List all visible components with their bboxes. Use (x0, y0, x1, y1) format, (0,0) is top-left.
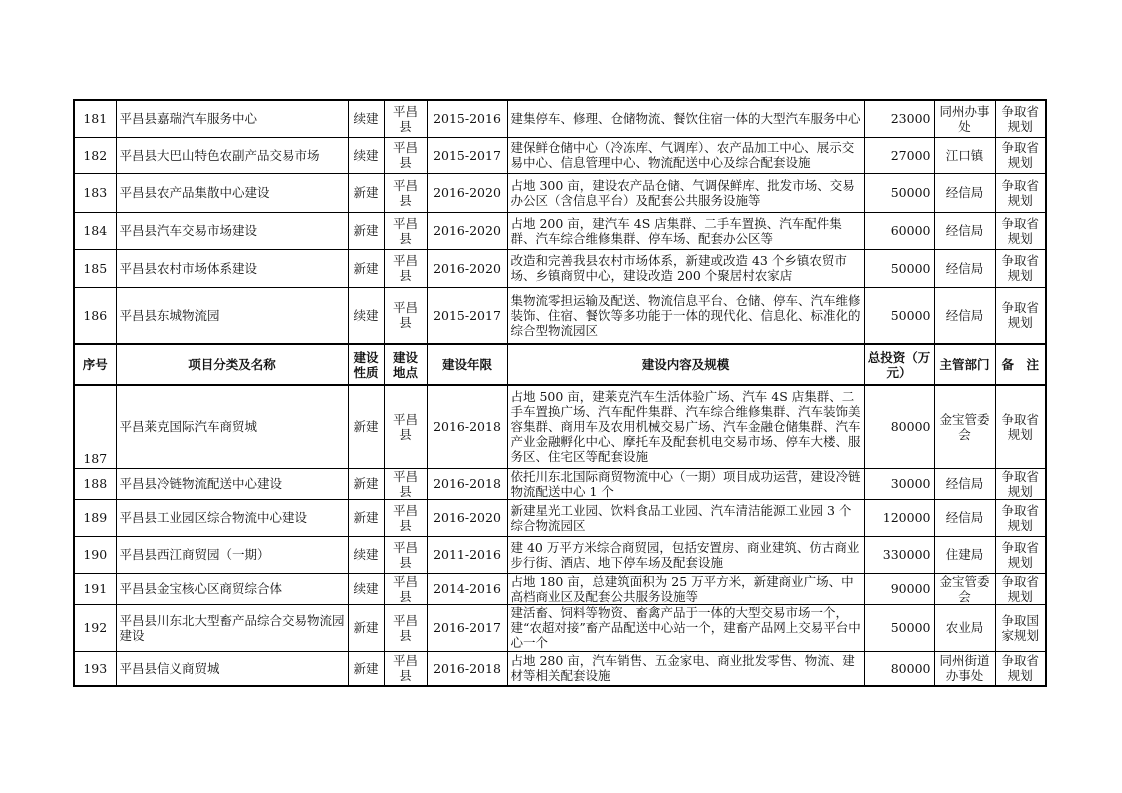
row-nature: 续建 (348, 287, 384, 344)
row-location: 平昌县 (384, 137, 427, 173)
header-location: 建设地点 (384, 344, 427, 385)
row-remark: 争取省规划 (995, 536, 1046, 573)
table-row (74, 385, 1046, 468)
row-location: 平昌县 (384, 212, 427, 249)
table-row (74, 137, 1046, 173)
table-row (74, 212, 1046, 249)
row-content: 建 40 万平方米综合商贸园，包括安置房、商业建筑、仿古商业步行街、酒店、地下停车场及配套设施 (507, 536, 864, 573)
row-investment: 80000 (864, 651, 934, 686)
row-remark: 争取省规划 (995, 249, 1046, 287)
row-dept: 经信局 (934, 212, 995, 249)
row-remark: 争取省规划 (995, 173, 1046, 212)
row-period: 2016-2018 (427, 385, 507, 468)
row-no: 186 (74, 287, 116, 344)
row-investment: 27000 (864, 137, 934, 173)
row-period: 2016-2020 (427, 249, 507, 287)
row-location: 平昌县 (384, 499, 427, 536)
row-no: 184 (74, 212, 116, 249)
row-nature: 新建 (348, 212, 384, 249)
row-no: 190 (74, 536, 116, 573)
row-investment: 50000 (864, 173, 934, 212)
row-nature: 新建 (348, 385, 384, 468)
row-content: 占地 280 亩，汽车销售、五金家电、商业批发零售、物流、建材等相关配套设施 (507, 651, 864, 686)
row-no: 192 (74, 604, 116, 651)
row-location: 平昌县 (384, 651, 427, 686)
row-content: 占地 180 亩，总建筑面积为 25 万平方米，新建商业广场、中高档商业区及配套公共服务设施等 (507, 573, 864, 604)
table-row (74, 536, 1046, 573)
row-period: 2011-2016 (427, 536, 507, 573)
table-header-repeat (74, 344, 1046, 385)
row-nature: 新建 (348, 499, 384, 536)
table-row (74, 651, 1046, 686)
row-period: 2016-2018 (427, 651, 507, 686)
row-remark: 争取国家规划 (995, 604, 1046, 651)
row-nature: 续建 (348, 100, 384, 137)
table-row (74, 249, 1046, 287)
row-investment: 330000 (864, 536, 934, 573)
row-name: 平昌县东城物流园 (116, 287, 348, 344)
row-investment: 120000 (864, 499, 934, 536)
row-location: 平昌县 (384, 287, 427, 344)
row-dept: 经信局 (934, 287, 995, 344)
table-row (74, 573, 1046, 604)
row-nature: 新建 (348, 249, 384, 287)
table-row (74, 173, 1046, 212)
row-period: 2016-2018 (427, 468, 507, 499)
row-nature: 新建 (348, 173, 384, 212)
table-row (74, 468, 1046, 499)
row-no: 191 (74, 573, 116, 604)
row-dept: 金宝管委会 (934, 385, 995, 468)
row-remark: 争取省规划 (995, 287, 1046, 344)
header-period: 建设年限 (427, 344, 507, 385)
row-content: 占地 200 亩，建汽车 4S 店集群、二手车置换、汽车配件集群、汽车综合维修集群、停车场、配套办公区等 (507, 212, 864, 249)
row-name: 平昌县大巴山特色农副产品交易市场 (116, 137, 348, 173)
row-name: 平昌县农产品集散中心建设 (116, 173, 348, 212)
row-dept: 金宝管委会 (934, 573, 995, 604)
row-no: 193 (74, 651, 116, 686)
row-content: 集物流零担运输及配送、物流信息平台、仓储、停车、汽车维修装饰、住宿、餐饮等多功能于一体的现代化、信息化、标准化的综合型物流园区 (507, 287, 864, 344)
row-no: 187 (74, 385, 116, 468)
row-nature: 续建 (348, 137, 384, 173)
table-row (74, 100, 1046, 137)
row-content: 建保鲜仓储中心（冷冻库、气调库）、农产品加工中心、展示交易中心、信息管理中心、物流配送中心及综合配套设施 (507, 137, 864, 173)
row-no: 185 (74, 249, 116, 287)
header-investment: 总投资（万元） (864, 344, 934, 385)
row-location: 平昌县 (384, 249, 427, 287)
row-content: 新建星光工业园、饮料食品工业园、汽车清洁能源工业园 3 个综合物流园区 (507, 499, 864, 536)
header-no: 序号 (74, 344, 116, 385)
row-period: 2016-2020 (427, 173, 507, 212)
row-period: 2014-2016 (427, 573, 507, 604)
row-dept: 江口镇 (934, 137, 995, 173)
row-dept: 同州办事处 (934, 100, 995, 137)
header-remark: 备 注 (995, 344, 1046, 385)
row-content: 建活畜、饲料等物资、畜禽产品于一体的大型交易市场一个，建“农超对接”畜产品配送中心站一个，建畜产品网上交易平台中心一个 (507, 604, 864, 651)
row-remark: 争取省规划 (995, 651, 1046, 686)
row-period: 2015-2016 (427, 100, 507, 137)
header-dept: 主管部门 (934, 344, 995, 385)
row-nature: 续建 (348, 573, 384, 604)
table-row (74, 287, 1046, 344)
row-remark: 争取省规划 (995, 468, 1046, 499)
table-body-bottom (74, 385, 1046, 686)
row-content: 改造和完善我县农村市场体系，新建或改造 43 个乡镇农贸市场、乡镇商贸中心，建设改造 200 个聚居村农家店 (507, 249, 864, 287)
row-name: 平昌县冷链物流配送中心建设 (116, 468, 348, 499)
row-name: 平昌县嘉瑞汽车服务中心 (116, 100, 348, 137)
row-remark: 争取省规划 (995, 385, 1046, 468)
row-name: 平昌县工业园区综合物流中心建设 (116, 499, 348, 536)
row-nature: 新建 (348, 468, 384, 499)
row-period: 2016-2020 (427, 499, 507, 536)
table-body-top (74, 100, 1046, 344)
row-name: 平昌莱克国际汽车商贸城 (116, 385, 348, 468)
row-nature: 新建 (348, 604, 384, 651)
row-no: 183 (74, 173, 116, 212)
row-location: 平昌县 (384, 536, 427, 573)
row-investment: 90000 (864, 573, 934, 604)
table-row (74, 604, 1046, 651)
header-row (74, 344, 1046, 385)
row-name: 平昌县西江商贸园（一期） (116, 536, 348, 573)
row-location: 平昌县 (384, 604, 427, 651)
row-period: 2015-2017 (427, 287, 507, 344)
row-content: 占地 500 亩，建莱克汽车生活体验广场、汽车 4S 店集群、二手车置换广场、汽车配件集群、汽车综合维修集群、汽车装饰美容集群、商用车及农用机械交易广场、汽车金融仓储集群、汽车产业金融孵化中心、摩托车及配套机电交易市场、停车大楼、服务区、住宅区等配套设施 (507, 385, 864, 468)
row-content: 占地 300 亩，建设农产品仓储、气调保鲜库、批发市场、交易办公区（含信息平台）及配套公共服务设施等 (507, 173, 864, 212)
row-dept: 经信局 (934, 249, 995, 287)
row-investment: 80000 (864, 385, 934, 468)
row-investment: 50000 (864, 249, 934, 287)
row-no: 181 (74, 100, 116, 137)
row-location: 平昌县 (384, 468, 427, 499)
row-dept: 经信局 (934, 173, 995, 212)
row-no: 189 (74, 499, 116, 536)
row-remark: 争取省规划 (995, 499, 1046, 536)
row-investment: 23000 (864, 100, 934, 137)
row-investment: 30000 (864, 468, 934, 499)
row-nature: 新建 (348, 651, 384, 686)
row-dept: 经信局 (934, 499, 995, 536)
row-location: 平昌县 (384, 100, 427, 137)
row-location: 平昌县 (384, 573, 427, 604)
row-name: 平昌县汽车交易市场建设 (116, 212, 348, 249)
header-content: 建设内容及规模 (507, 344, 864, 385)
row-dept: 住建局 (934, 536, 995, 573)
row-investment: 60000 (864, 212, 934, 249)
row-dept: 同州街道办事处 (934, 651, 995, 686)
table-row (74, 499, 1046, 536)
row-remark: 争取省规划 (995, 100, 1046, 137)
header-name: 项目分类及名称 (116, 344, 348, 385)
row-dept: 农业局 (934, 604, 995, 651)
row-no: 188 (74, 468, 116, 499)
row-dept: 经信局 (934, 468, 995, 499)
header-nature: 建设性质 (348, 344, 384, 385)
row-name: 平昌县信义商贸城 (116, 651, 348, 686)
row-remark: 争取省规划 (995, 573, 1046, 604)
row-period: 2016-2017 (427, 604, 507, 651)
row-location: 平昌县 (384, 173, 427, 212)
row-investment: 50000 (864, 604, 934, 651)
row-remark: 争取省规划 (995, 212, 1046, 249)
row-name: 平昌县川东北大型畜产品综合交易物流园建设 (116, 604, 348, 651)
row-name: 平昌县金宝核心区商贸综合体 (116, 573, 348, 604)
row-name: 平昌县农村市场体系建设 (116, 249, 348, 287)
row-content: 建集停车、修理、仓储物流、餐饮住宿一体的大型汽车服务中心 (507, 100, 864, 137)
row-investment: 50000 (864, 287, 934, 344)
row-content: 依托川东北国际商贸物流中心（一期）项目成功运营，建设冷链物流配送中心 1 个 (507, 468, 864, 499)
row-period: 2016-2020 (427, 212, 507, 249)
row-no: 182 (74, 137, 116, 173)
project-table (73, 99, 1047, 687)
row-period: 2015-2017 (427, 137, 507, 173)
row-location: 平昌县 (384, 385, 427, 468)
row-nature: 续建 (348, 536, 384, 573)
row-remark: 争取省规划 (995, 137, 1046, 173)
